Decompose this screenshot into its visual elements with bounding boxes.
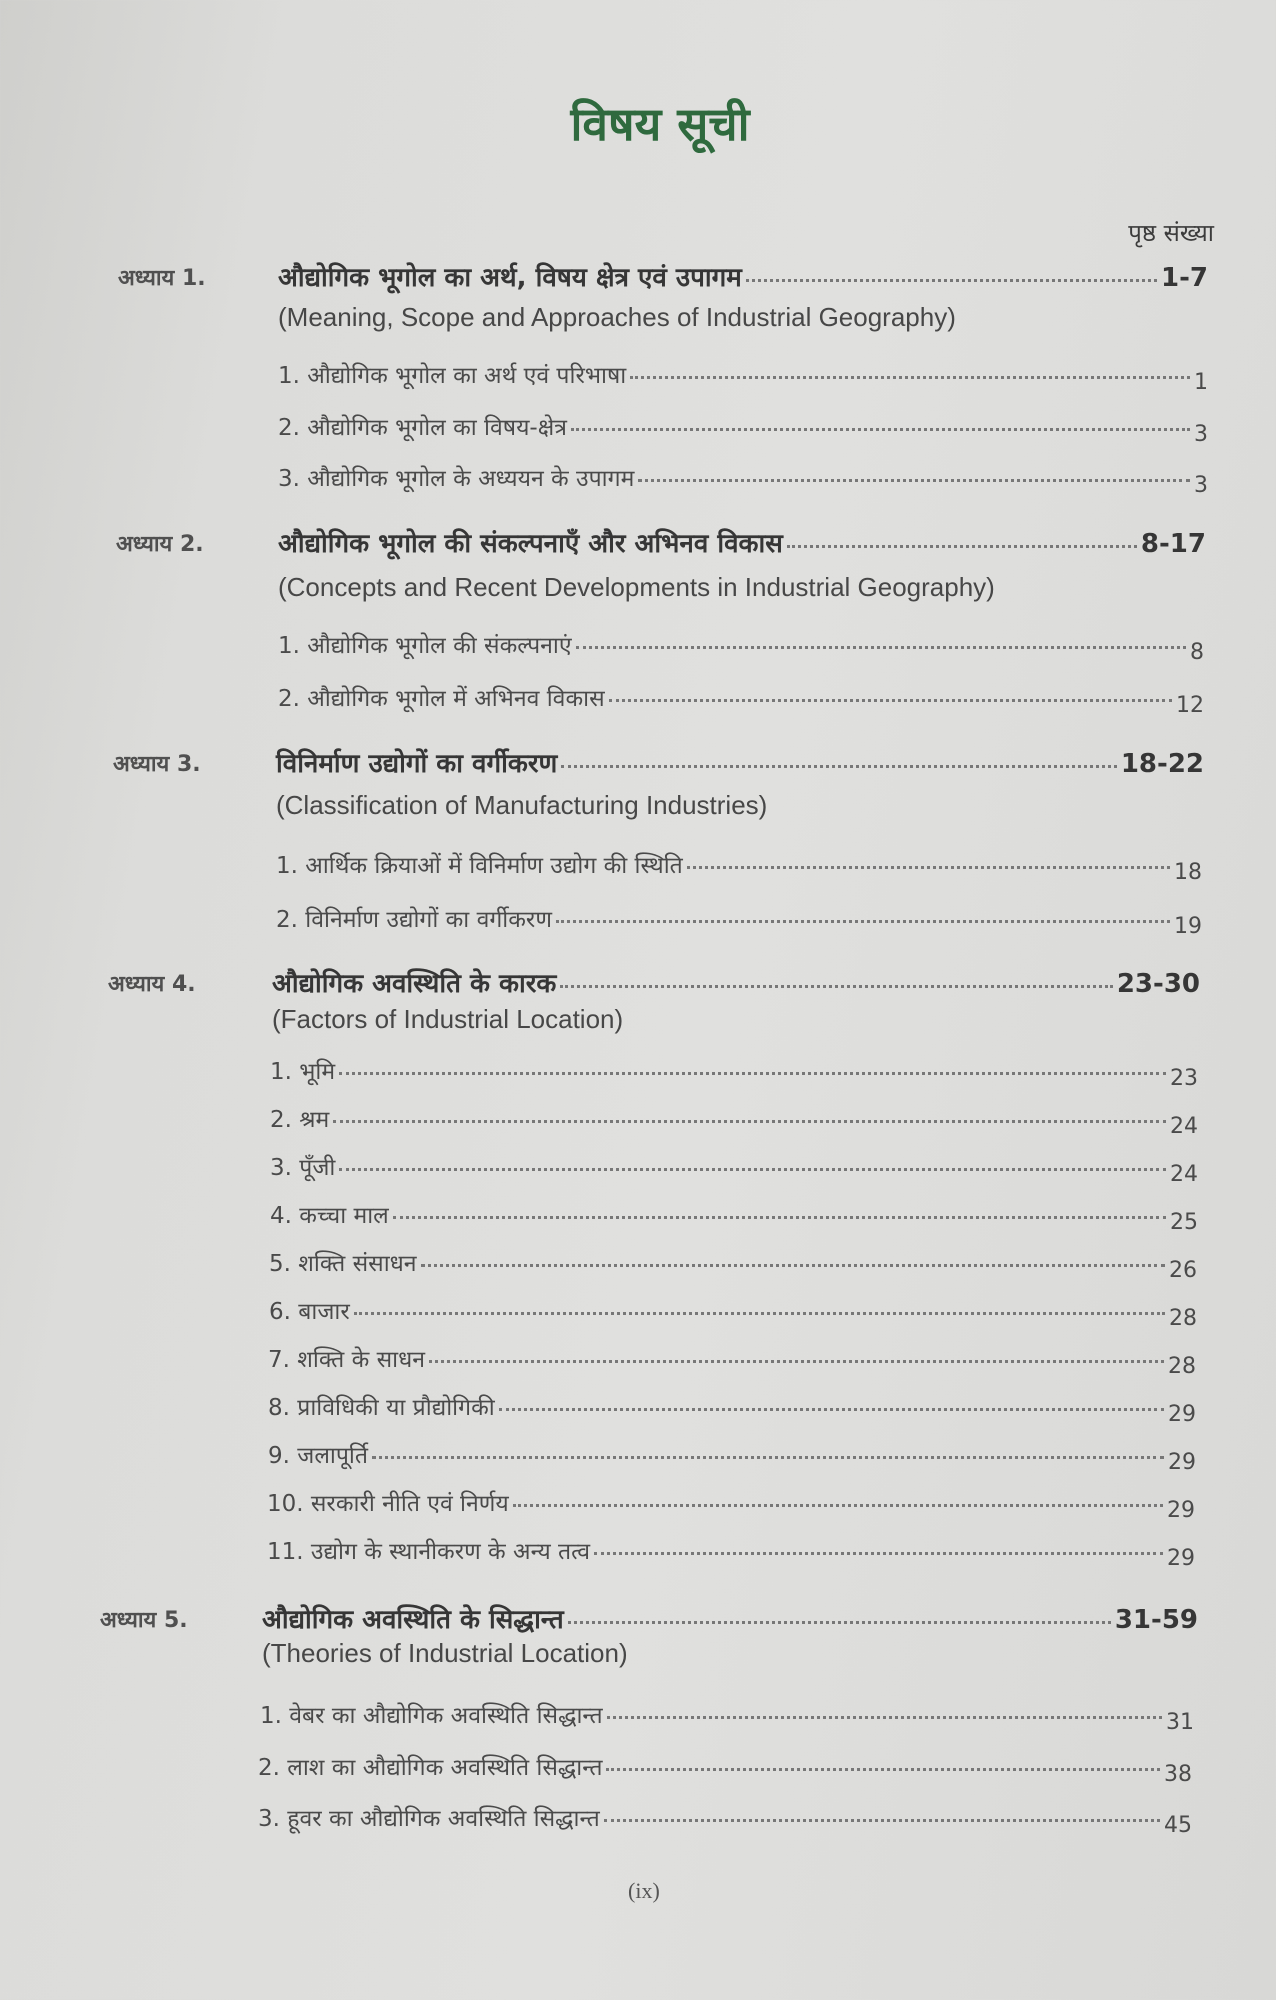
toc-item-page: 28 bbox=[1168, 1354, 1196, 1379]
chapter-pages: 8-17 bbox=[1140, 529, 1206, 559]
toc-item-page: 24 bbox=[1170, 1162, 1198, 1187]
chapter-title: औद्योगिक भूगोल की संकल्पनाएँ और अभिनव विकास bbox=[278, 529, 783, 559]
toc-item-page: 23 bbox=[1170, 1066, 1198, 1091]
toc-item-text: 11. उद्योग के स्थानीकरण के अन्य तत्व bbox=[267, 1539, 591, 1565]
chapter-pages: 23-30 bbox=[1116, 969, 1200, 999]
toc-item-page: 29 bbox=[1167, 1498, 1195, 1523]
toc-item-page: 29 bbox=[1168, 1450, 1196, 1475]
dot-leader bbox=[429, 1360, 1164, 1363]
toc-item-text: 1. वेबर का औद्योगिक अवस्थिति सिद्धान्त bbox=[260, 1703, 603, 1729]
dot-leader bbox=[372, 1456, 1164, 1459]
toc-item[interactable] bbox=[268, 1342, 1196, 1379]
toc-item-text: 1. औद्योगिक भूगोल का अर्थ एवं परिभाषा bbox=[278, 363, 627, 389]
chapter-english-title: (Theories of Industrial Location) bbox=[262, 1638, 628, 1668]
chapter-heading[interactable] bbox=[278, 524, 1206, 560]
dot-leader bbox=[638, 479, 1190, 482]
dot-leader bbox=[687, 866, 1170, 869]
dot-leader bbox=[333, 1120, 1166, 1123]
page-number-column-header: पृष्ठ संख्या bbox=[1128, 219, 1214, 247]
dot-leader bbox=[606, 1768, 1160, 1771]
chapter-pages: 18-22 bbox=[1120, 749, 1204, 779]
dot-leader bbox=[556, 920, 1170, 923]
chapter-pages: 31-59 bbox=[1114, 1605, 1198, 1635]
chapter-title: औद्योगिक भूगोल का अर्थ, विषय क्षेत्र एवं उपागम bbox=[278, 263, 742, 293]
toc-item[interactable] bbox=[270, 1102, 1198, 1139]
toc-item-page: 26 bbox=[1169, 1258, 1197, 1283]
toc-item-text: 3. पूँजी bbox=[270, 1155, 336, 1181]
toc-item-page: 45 bbox=[1164, 1813, 1192, 1838]
toc-item[interactable] bbox=[278, 628, 1204, 665]
dot-leader bbox=[561, 765, 1117, 768]
toc-item-page: 28 bbox=[1169, 1306, 1197, 1331]
toc-item[interactable] bbox=[276, 848, 1202, 885]
toc-item-text: 1. औद्योगिक भूगोल की संकल्पनाएं bbox=[278, 633, 572, 659]
toc-item-page: 3 bbox=[1194, 473, 1208, 498]
dot-leader bbox=[499, 1408, 1164, 1411]
toc-item-text: 2. श्रम bbox=[270, 1107, 330, 1133]
toc-item-page: 8 bbox=[1190, 640, 1204, 665]
toc-item-page: 1 bbox=[1194, 370, 1208, 395]
chapter-label: अध्याय 4. bbox=[108, 972, 196, 997]
toc-item-text: 2. औद्योगिक भूगोल का विषय-क्षेत्र bbox=[278, 415, 567, 441]
dot-leader bbox=[560, 985, 1113, 988]
toc-item-text: 3. हूवर का औद्योगिक अवस्थिति सिद्धान्त bbox=[258, 1806, 600, 1832]
toc-item-page: 29 bbox=[1167, 1546, 1195, 1571]
chapter-label: अध्याय 1. bbox=[118, 266, 206, 291]
toc-item-page: 29 bbox=[1168, 1402, 1196, 1427]
dot-leader bbox=[594, 1552, 1163, 1555]
toc-item-text: 4. कच्चा माल bbox=[270, 1203, 389, 1229]
chapter-heading[interactable] bbox=[276, 744, 1204, 780]
dot-leader bbox=[339, 1168, 1166, 1171]
toc-item-page: 19 bbox=[1174, 914, 1202, 939]
dot-leader bbox=[513, 1504, 1163, 1507]
toc-item-page: 24 bbox=[1170, 1114, 1198, 1139]
dot-leader bbox=[354, 1312, 1165, 1315]
dot-leader bbox=[630, 376, 1190, 379]
toc-item-text: 8. प्राविधिकी या प्रौद्योगिकी bbox=[268, 1395, 495, 1421]
chapter-label: अध्याय 2. bbox=[116, 532, 204, 557]
toc-item[interactable] bbox=[270, 1150, 1198, 1187]
toc-item[interactable] bbox=[270, 1054, 1198, 1091]
chapter-heading[interactable] bbox=[262, 1600, 1198, 1636]
dot-leader bbox=[609, 699, 1172, 702]
chapter-english-title: (Concepts and Recent Developments in Industrial Geography) bbox=[278, 572, 995, 602]
toc-item[interactable] bbox=[258, 1801, 1192, 1838]
toc-item-page: 38 bbox=[1164, 1762, 1192, 1787]
toc-item[interactable] bbox=[268, 1390, 1196, 1427]
dot-leader bbox=[604, 1819, 1160, 1822]
toc-item-page: 18 bbox=[1174, 860, 1202, 885]
toc-item[interactable] bbox=[267, 1534, 1195, 1571]
toc-item-page: 25 bbox=[1170, 1210, 1198, 1235]
dot-leader bbox=[746, 279, 1157, 282]
chapter-title: औद्योगिक अवस्थिति के कारक bbox=[272, 969, 557, 999]
chapter-title: विनिर्माण उद्योगों का वर्गीकरण bbox=[276, 749, 558, 779]
toc-item[interactable] bbox=[270, 1198, 1198, 1235]
chapter-english-title: (Factors of Industrial Location) bbox=[272, 1004, 624, 1034]
toc-item[interactable] bbox=[278, 410, 1208, 447]
chapter-title: औद्योगिक अवस्थिति के सिद्धान्त bbox=[262, 1605, 564, 1635]
chapter-label: अध्याय 3. bbox=[113, 752, 201, 777]
toc-item-page: 31 bbox=[1166, 1710, 1194, 1735]
toc-item-text: 1. भूमि bbox=[270, 1059, 336, 1085]
toc-item[interactable] bbox=[258, 1750, 1192, 1787]
dot-leader bbox=[787, 545, 1137, 548]
chapter-english-title: (Classification of Manufacturing Industries) bbox=[276, 790, 768, 820]
toc-item-text: 7. शक्ति के साधन bbox=[268, 1347, 425, 1373]
toc-item[interactable] bbox=[269, 1294, 1197, 1331]
chapter-heading[interactable] bbox=[272, 964, 1200, 1000]
toc-item-text: 6. बाजार bbox=[269, 1299, 350, 1325]
toc-item[interactable] bbox=[278, 461, 1208, 498]
dot-leader bbox=[576, 646, 1186, 649]
toc-item-text: 3. औद्योगिक भूगोल के अध्ययन के उपागम bbox=[278, 466, 635, 492]
dot-leader bbox=[339, 1072, 1166, 1075]
chapter-english-title: (Meaning, Scope and Approaches of Industrial Geography) bbox=[278, 302, 956, 332]
page-title: विषय सूची bbox=[570, 97, 750, 151]
toc-item[interactable] bbox=[278, 681, 1204, 718]
toc-item[interactable] bbox=[267, 1486, 1195, 1523]
dot-leader bbox=[393, 1216, 1166, 1219]
toc-item-text: 2. लाश का औद्योगिक अवस्थिति सिद्धान्त bbox=[258, 1755, 603, 1781]
page-number-footer: (ix) bbox=[628, 1878, 660, 1903]
toc-item[interactable] bbox=[278, 358, 1208, 395]
toc-item-text: 9. जलापूर्ति bbox=[268, 1443, 369, 1469]
toc-item-text: 2. औद्योगिक भूगोल में अभिनव विकास bbox=[278, 686, 605, 712]
toc-item[interactable] bbox=[260, 1698, 1194, 1735]
dot-leader bbox=[571, 428, 1190, 431]
toc-item[interactable] bbox=[268, 1438, 1196, 1475]
toc-item-text: 10. सरकारी नीति एवं निर्णय bbox=[267, 1491, 509, 1517]
dot-leader bbox=[607, 1716, 1162, 1719]
dot-leader bbox=[421, 1264, 1165, 1267]
toc-item-text: 5. शक्ति संसाधन bbox=[269, 1251, 417, 1277]
chapter-label: अध्याय 5. bbox=[100, 1608, 188, 1633]
chapter-heading[interactable] bbox=[278, 258, 1208, 294]
toc-item[interactable] bbox=[269, 1246, 1197, 1283]
toc-item-text: 1. आर्थिक क्रियाओं में विनिर्माण उद्योग की स्थिति bbox=[276, 853, 683, 879]
dot-leader bbox=[568, 1621, 1111, 1624]
toc-item-page: 12 bbox=[1176, 693, 1204, 718]
toc-item-page: 3 bbox=[1194, 422, 1208, 447]
toc-item-text: 2. विनिर्माण उद्योगों का वर्गीकरण bbox=[276, 907, 552, 933]
chapter-pages: 1-7 bbox=[1161, 263, 1208, 293]
toc-item[interactable] bbox=[276, 902, 1202, 939]
